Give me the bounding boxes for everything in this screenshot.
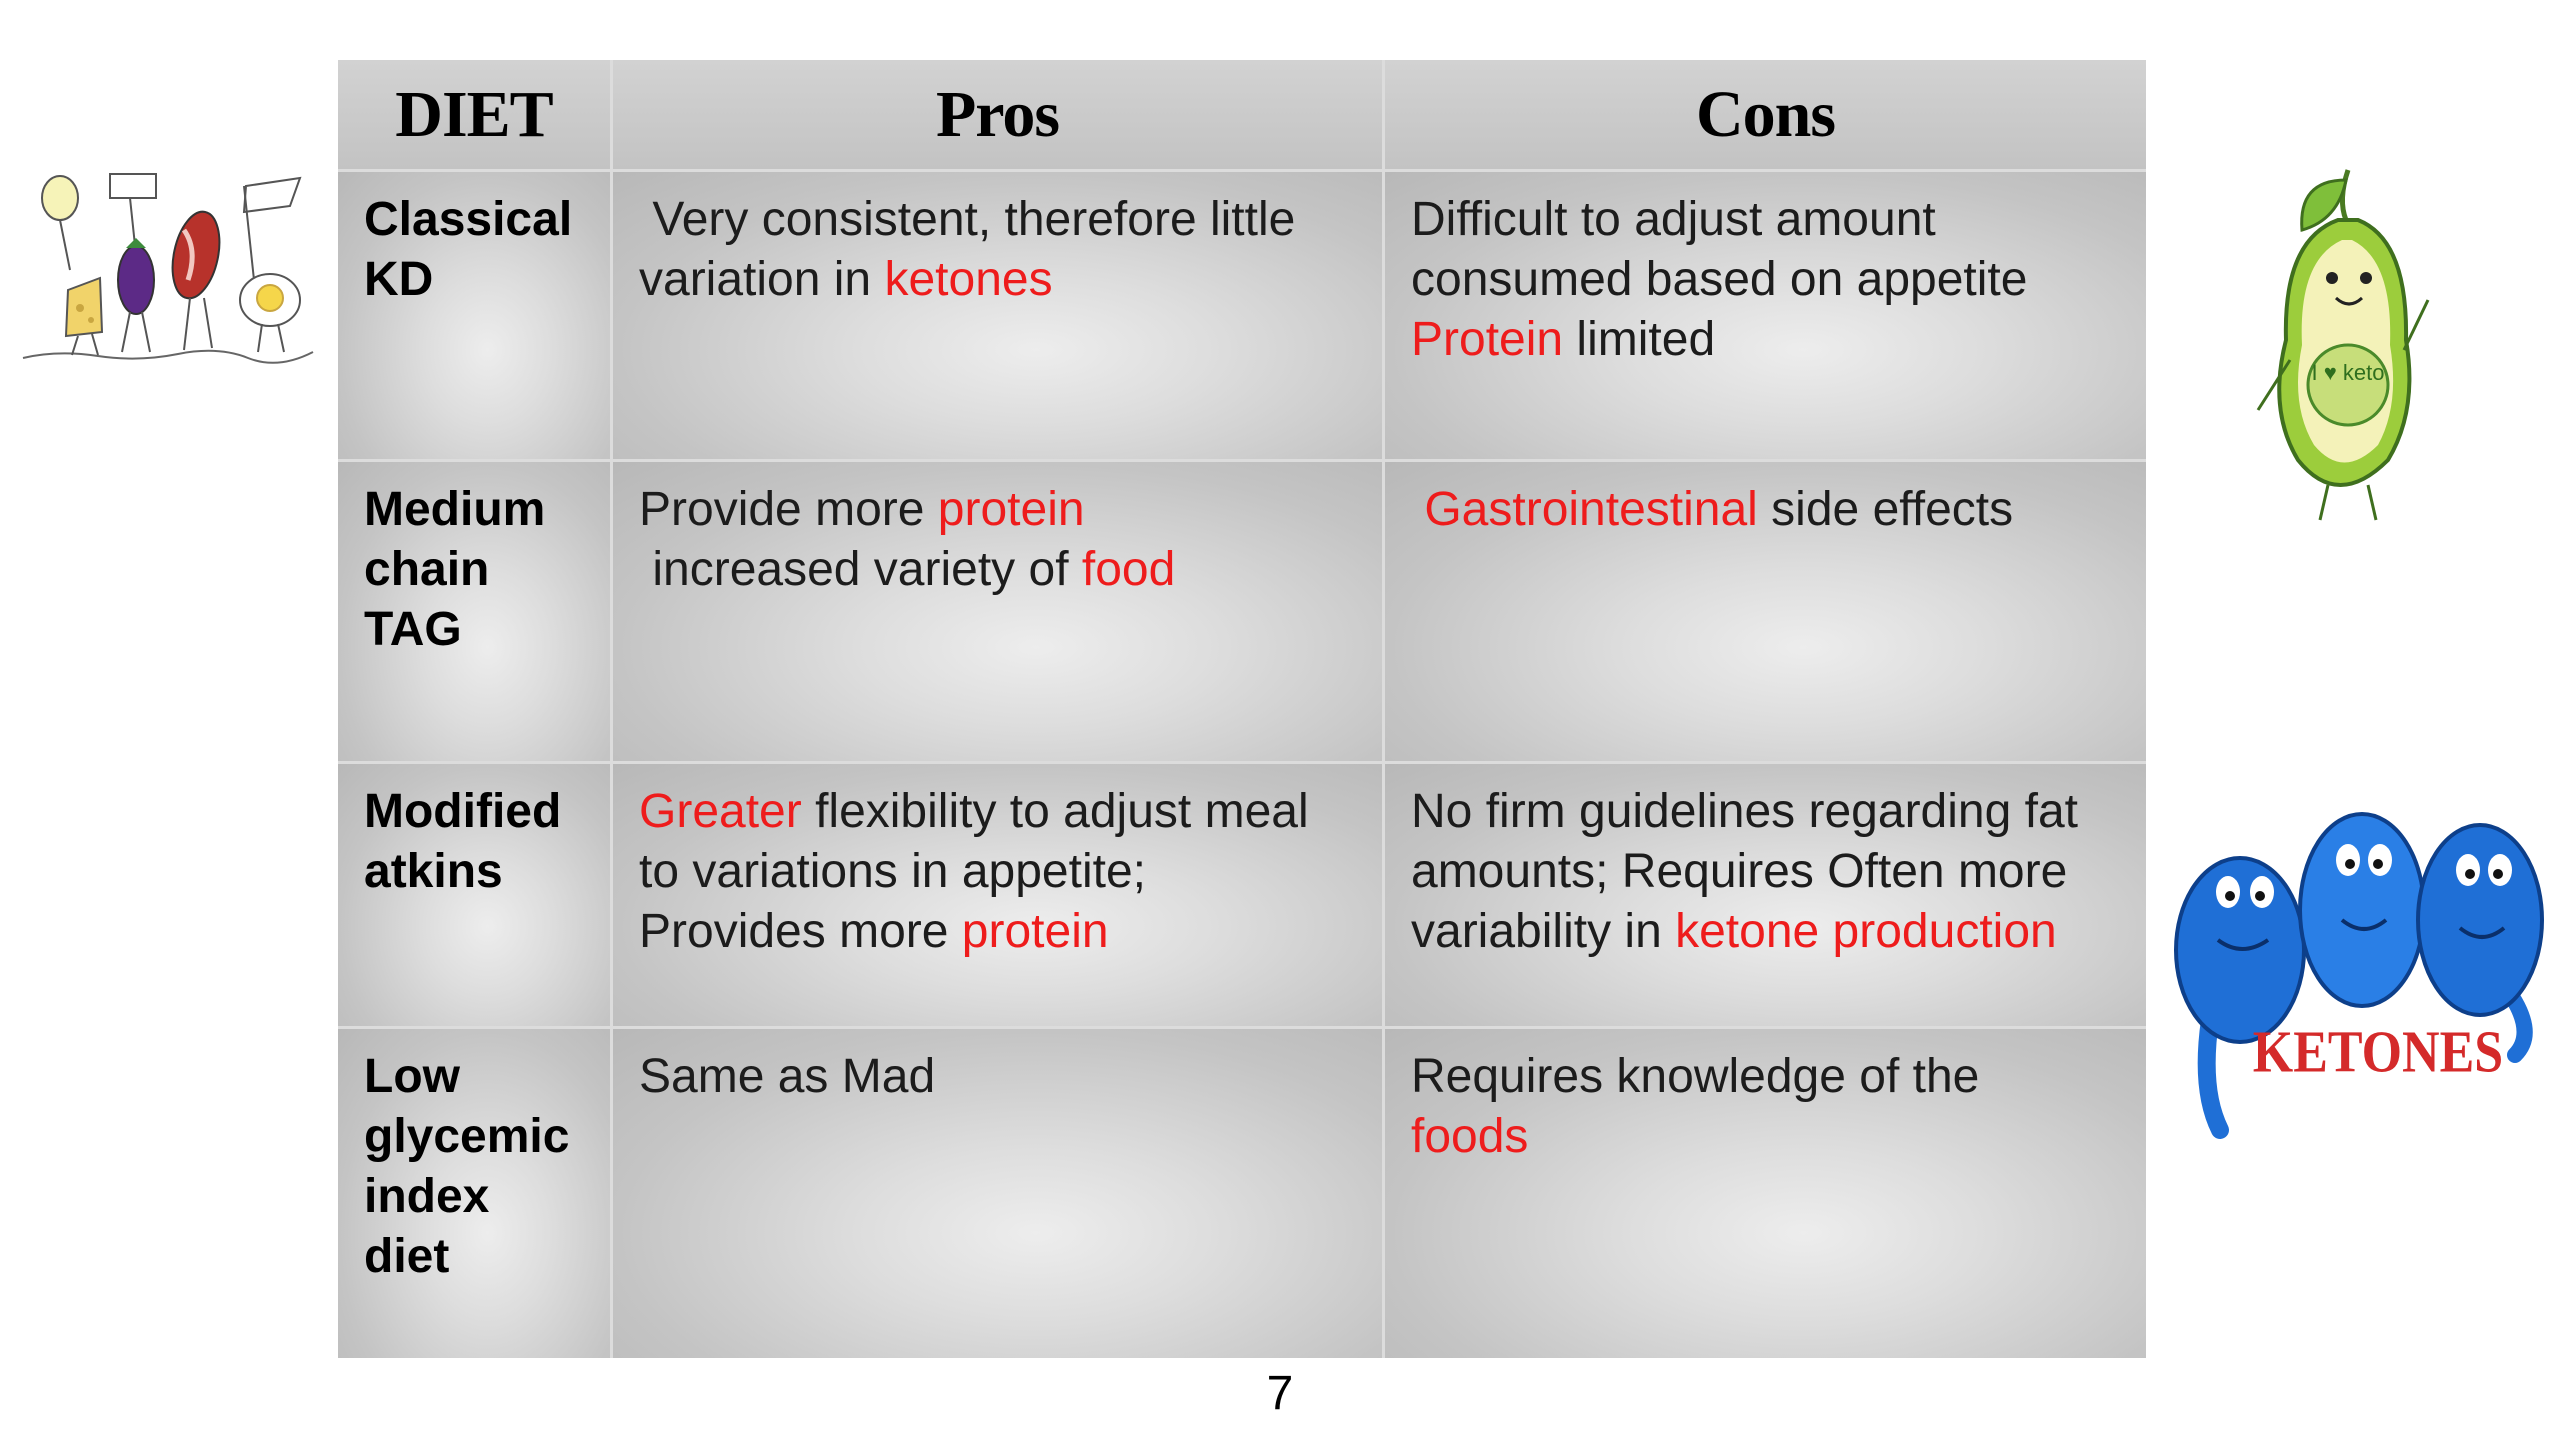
pros-text-line xyxy=(639,842,1358,902)
text-segment: increased variety of xyxy=(639,543,1082,596)
highlighted-term: ketone production xyxy=(1675,905,2057,958)
highlighted-term: foods xyxy=(1411,1110,1529,1163)
pros-cell xyxy=(613,1029,1385,1358)
header-cons: Cons xyxy=(1385,60,2146,172)
diet-name-line: atkins xyxy=(364,845,503,898)
text-segment: Same as Mad xyxy=(639,1050,936,1103)
cons-cell xyxy=(1385,1029,2146,1358)
text-segment: to variations in appetite; xyxy=(639,845,1146,898)
text-segment: flexibility to adjust meal xyxy=(801,785,1309,838)
highlighted-term: Protein xyxy=(1411,313,1564,366)
pros-text-line xyxy=(639,902,1358,962)
highlighted-term: Gastrointestinal xyxy=(1424,483,1758,536)
cons-text-line xyxy=(1411,250,2122,310)
ketone-molecules-illustration xyxy=(2170,800,2560,1140)
page-number: 7 xyxy=(1266,1367,1294,1420)
cons-text-line xyxy=(1411,310,2122,370)
header-diet: DIET xyxy=(338,60,613,172)
cons-text-line xyxy=(1411,782,2122,842)
diet-name-line: Classical xyxy=(364,193,573,246)
highlighted-term: Greater xyxy=(639,785,802,838)
ketones-label: KETONES xyxy=(2252,1019,2504,1086)
highlighted-term: protein xyxy=(937,483,1085,536)
text-segment xyxy=(1411,483,1424,536)
pros-text-line xyxy=(639,190,1358,250)
text-segment: Very consistent, therefore little xyxy=(639,193,1296,246)
pros-cell xyxy=(613,764,1385,1029)
text-segment: variation in xyxy=(639,253,885,306)
text-segment: Difficult to adjust amount xyxy=(1411,193,1936,246)
food-characters-illustration xyxy=(18,160,318,370)
pros-cell xyxy=(613,462,1385,764)
diet-name-line: Medium xyxy=(364,483,546,536)
avocado-text: I ♥ keto xyxy=(2311,360,2385,385)
diet-name-line: index xyxy=(364,1170,490,1223)
text-segment: side effects xyxy=(1757,483,2014,536)
text-segment: Provides more xyxy=(639,905,962,958)
cons-text-line xyxy=(1411,190,2122,250)
text-segment: Provide more xyxy=(639,483,938,536)
text-segment: amounts; Requires Often more xyxy=(1411,845,2068,898)
cons-cell xyxy=(1385,764,2146,1029)
diet-comparison-table xyxy=(338,60,2146,1358)
text-segment: variability in xyxy=(1411,905,1676,958)
text-segment: consumed based on appetite xyxy=(1411,253,2028,306)
cons-text-line xyxy=(1411,1047,2122,1107)
pros-text-line xyxy=(639,250,1358,310)
diet-cell xyxy=(338,172,613,462)
text-segment: limited xyxy=(1563,313,1716,366)
cons-cell xyxy=(1385,462,2146,764)
cons-text-line xyxy=(1411,842,2122,902)
diet-name-line: KD xyxy=(364,253,434,306)
cons-text-line xyxy=(1411,1107,2122,1167)
pros-text-line xyxy=(639,480,1358,540)
diet-name-line: Modified xyxy=(364,785,562,838)
highlighted-term: food xyxy=(1081,543,1176,596)
pros-cell xyxy=(613,172,1385,462)
cons-cell xyxy=(1385,172,2146,462)
header-pros: Pros xyxy=(613,60,1385,172)
diet-cell xyxy=(338,764,613,1029)
diet-cell xyxy=(338,1029,613,1358)
text-segment: No firm guidelines regarding fat xyxy=(1411,785,2079,838)
diet-name-line: glycemic xyxy=(364,1110,570,1163)
cons-text-line xyxy=(1411,480,2122,540)
text-segment: Requires knowledge of the xyxy=(1411,1050,1980,1103)
highlighted-term: ketones xyxy=(884,253,1053,306)
pros-text-line xyxy=(639,782,1358,842)
diet-name-line: chain xyxy=(364,543,490,596)
cons-text-line xyxy=(1411,902,2122,962)
highlighted-term: protein xyxy=(961,905,1109,958)
diet-cell xyxy=(338,462,613,764)
pros-text-line xyxy=(639,540,1358,600)
diet-name-line: TAG xyxy=(364,603,462,656)
diet-name-line: diet xyxy=(364,1230,450,1283)
diet-name-line: Low xyxy=(364,1050,460,1103)
pros-text-line xyxy=(639,1047,1358,1107)
avocado-mascot-illustration xyxy=(2228,160,2448,540)
